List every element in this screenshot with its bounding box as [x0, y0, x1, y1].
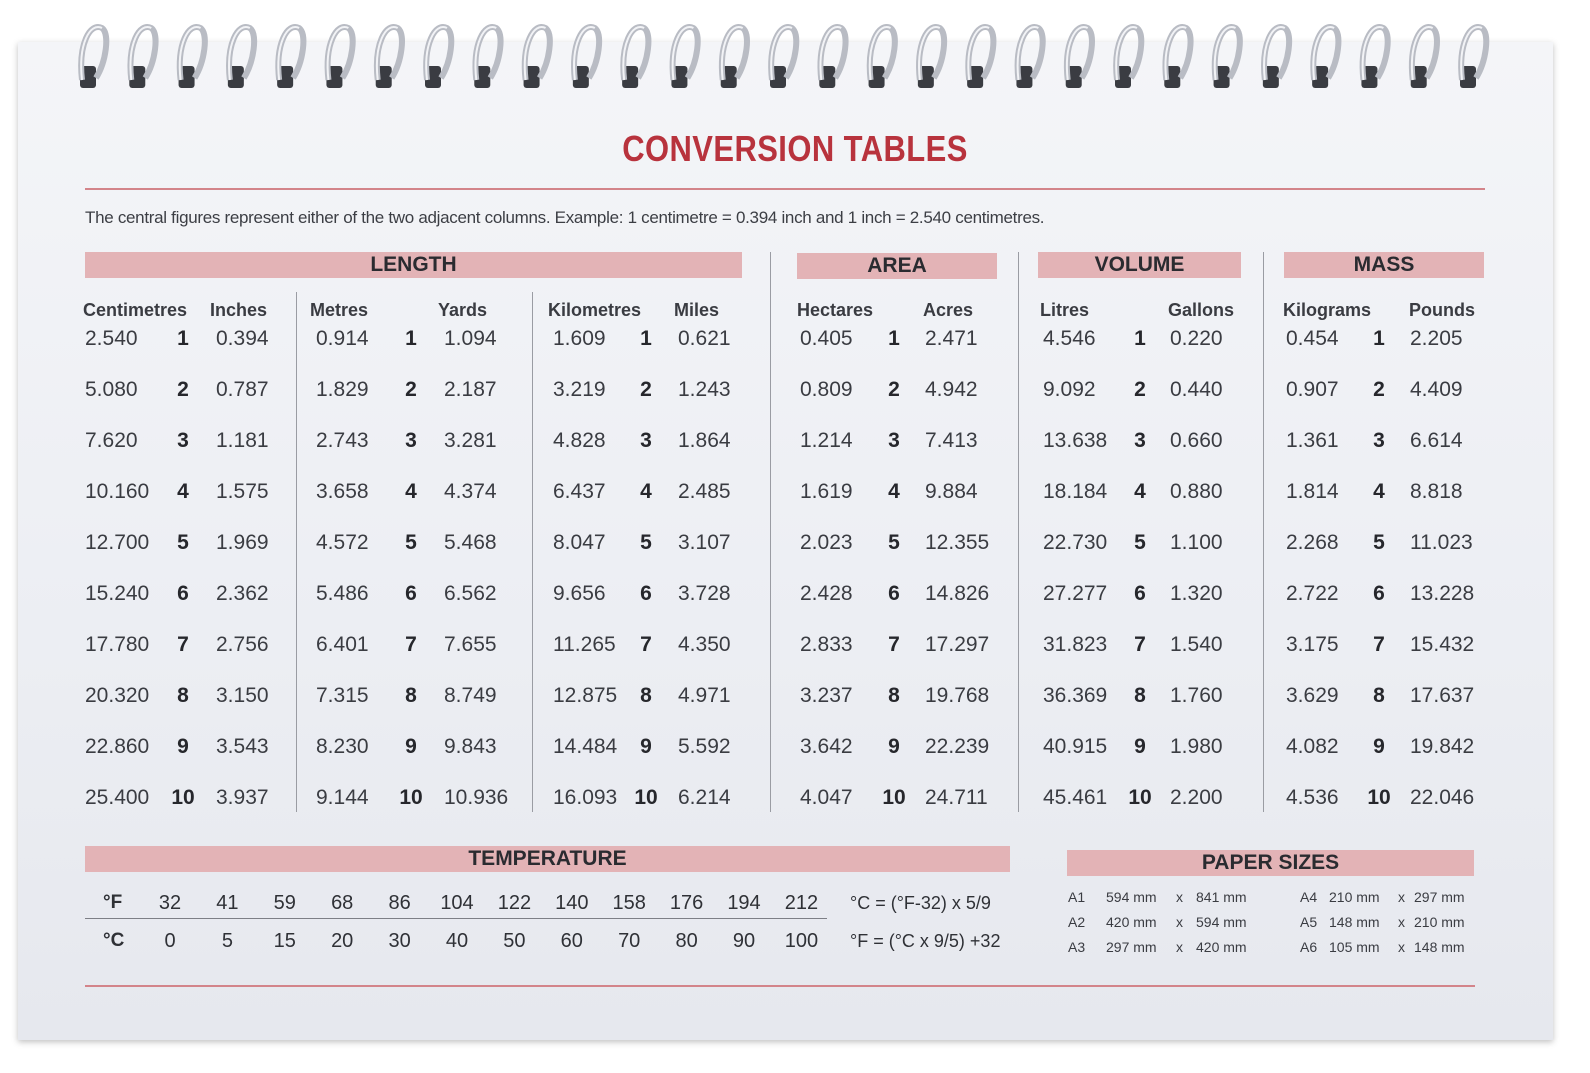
celsius-value: 5	[221, 930, 233, 952]
celsius-value: 40	[445, 930, 469, 952]
table-cell-middle: 6	[640, 582, 652, 605]
table-cell-middle: 8	[888, 684, 900, 707]
table-cell-middle: 4	[1134, 480, 1146, 503]
table-cell-middle: 4	[1373, 480, 1385, 503]
table-cell-left: 17.780	[85, 633, 150, 656]
table-cell-right: 19.768	[925, 684, 990, 707]
table-cell-right: 1.980	[1170, 735, 1223, 758]
fahrenheit-value: 140	[555, 892, 589, 914]
paper-size-separator: x	[1176, 914, 1183, 930]
table-cell-middle: 7	[405, 633, 417, 656]
table-cell-right: 4.409	[1410, 378, 1463, 401]
paper-size-width: 420 mm	[1106, 914, 1157, 930]
page-title: CONVERSION TABLES	[622, 128, 968, 169]
table-cell-right: 1.760	[1170, 684, 1223, 707]
fahrenheit-value: 104	[440, 892, 474, 914]
celsius-value: 100	[784, 930, 819, 952]
table-cell-right: 3.937	[216, 786, 269, 809]
table-cell-right: 2.362	[216, 582, 269, 605]
table-cell-left: 0.405	[800, 327, 853, 350]
table-cell-middle: 3	[640, 429, 652, 452]
table-cell-left: 2.268	[1286, 531, 1339, 554]
table-cell-left: 4.047	[800, 786, 853, 809]
section-divider	[1018, 252, 1019, 812]
fahrenheit-value: 68	[331, 892, 354, 914]
paper-size-separator: x	[1176, 889, 1183, 905]
table-cell-right: 17.297	[925, 633, 990, 656]
table-cell-right: 6.614	[1410, 429, 1463, 452]
table-cell-right: 3.728	[678, 582, 731, 605]
table-cell-right: 11.023	[1410, 531, 1473, 554]
table-cell-right: 22.046	[1410, 786, 1475, 809]
column-header-right: Acres	[923, 300, 974, 320]
table-cell-left: 16.093	[553, 786, 618, 809]
table-cell-right: 9.843	[444, 735, 497, 758]
table-cell-left: 0.809	[800, 378, 853, 401]
table-cell-left: 1.214	[800, 429, 853, 452]
celsius-row	[85, 926, 830, 956]
table-cell-right: 6.214	[678, 786, 731, 809]
table-cell-left: 2.743	[316, 429, 369, 452]
table-cell-left: 22.730	[1043, 531, 1108, 554]
fahrenheit-label: °F	[103, 892, 123, 913]
paper-size-width: 210 mm	[1329, 889, 1380, 905]
column-header-left: Centimetres	[83, 300, 188, 320]
table-cell-right: 0.440	[1170, 378, 1223, 401]
table-cell-middle: 1	[177, 327, 189, 350]
table-cell-middle: 7	[640, 633, 652, 656]
table-cell-left: 20.320	[85, 684, 150, 707]
paper-size-height: 297 mm	[1414, 889, 1465, 905]
paper-size-name: A1	[1068, 889, 1086, 905]
table-cell-right: 15.432	[1410, 633, 1475, 656]
table-cell-right: 0.880	[1170, 480, 1223, 503]
table-cell-left: 4.082	[1286, 735, 1339, 758]
table-cell-left: 6.437	[553, 480, 606, 503]
table-cell-middle: 7	[888, 633, 900, 656]
celsius-value: 20	[331, 930, 354, 952]
table-cell-right: 8.818	[1410, 480, 1463, 503]
table-cell-left: 7.620	[85, 429, 138, 452]
table-cell-left: 0.454	[1286, 327, 1339, 350]
table-cell-middle: 3	[888, 429, 900, 452]
table-cell-middle: 7	[1373, 633, 1385, 656]
table-cell-middle: 9	[888, 735, 900, 758]
celsius-value: 15	[273, 930, 296, 952]
table-cell-left: 4.546	[1043, 327, 1096, 350]
fahrenheit-row	[85, 888, 830, 918]
column-header-right: Gallons	[1168, 300, 1235, 320]
fahrenheit-value: 212	[784, 892, 819, 914]
paper-size-separator: x	[1398, 939, 1405, 955]
celsius-value: 60	[560, 930, 583, 952]
table-cell-right: 2.187	[444, 378, 497, 401]
paper-size-width: 594 mm	[1106, 889, 1157, 905]
table-cell-right: 1.100	[1170, 531, 1223, 554]
table-cell-left: 6.401	[316, 633, 369, 656]
celsius-label: °C	[103, 930, 125, 951]
formula-fahrenheit: °F = (°C x 9/5) +32	[850, 931, 1001, 951]
table-cell-middle: 8	[177, 684, 189, 707]
column-header-right: Miles	[674, 300, 720, 320]
paper-size-height: 148 mm	[1414, 939, 1465, 955]
paper-size-width: 297 mm	[1106, 939, 1157, 955]
table-cell-middle: 9	[640, 735, 652, 758]
table-cell-right: 0.621	[678, 327, 731, 350]
table-cell-left: 18.184	[1043, 480, 1108, 503]
table-cell-left: 13.638	[1043, 429, 1108, 452]
table-cell-middle: 3	[177, 429, 189, 452]
table-cell-middle: 5	[177, 531, 189, 554]
table-cell-left: 2.833	[800, 633, 853, 656]
table-cell-middle: 7	[1134, 633, 1146, 656]
table-cell-left: 22.860	[85, 735, 150, 758]
column-header-left: Litres	[1040, 300, 1090, 320]
table-cell-left: 9.144	[316, 786, 369, 809]
table-cell-right: 4.942	[925, 378, 978, 401]
table-cell-middle: 10	[1128, 786, 1152, 809]
table-cell-middle: 6	[888, 582, 900, 605]
table-cell-middle: 4	[888, 480, 900, 503]
table-cell-left: 10.160	[85, 480, 150, 503]
table-cell-left: 5.486	[316, 582, 369, 605]
table-cell-right: 10.936	[444, 786, 509, 809]
section-divider	[1263, 252, 1264, 812]
table-cell-right: 2.200	[1170, 786, 1223, 809]
table-cell-right: 7.655	[444, 633, 497, 656]
table-cell-middle: 5	[405, 531, 417, 554]
table-cell-left: 11.265	[553, 633, 616, 656]
column-header-left: Kilograms	[1283, 300, 1372, 320]
table-cell-left: 4.572	[316, 531, 369, 554]
table-cell-left: 2.540	[85, 327, 138, 350]
table-cell-left: 7.315	[316, 684, 369, 707]
paper-size-name: A4	[1300, 889, 1318, 905]
table-cell-left: 4.536	[1286, 786, 1339, 809]
paper-size-height: 594 mm	[1196, 914, 1247, 930]
table-cell-left: 2.722	[1286, 582, 1339, 605]
table-cell-left: 8.047	[553, 531, 606, 554]
table-cell-right: 3.543	[216, 735, 269, 758]
table-cell-right: 1.575	[216, 480, 269, 503]
fahrenheit-value: 176	[669, 892, 704, 914]
celsius-value: 70	[618, 930, 641, 952]
table-cell-middle: 2	[1373, 378, 1385, 401]
table-cell-middle: 2	[405, 378, 417, 401]
table-cell-middle: 10	[634, 786, 658, 809]
table-cell-middle: 1	[888, 327, 900, 350]
celsius-value: 30	[388, 930, 411, 952]
table-cell-middle: 9	[405, 735, 417, 758]
table-cell-right: 3.150	[216, 684, 269, 707]
table-cell-middle: 5	[1373, 531, 1385, 554]
intro-text: The central figures represent either of the two adjacent columns. Example: 1 centimetre = 0.394 inch and 1 inch = 2.540 centimetres.	[85, 208, 1045, 227]
table-cell-middle: 9	[1373, 735, 1385, 758]
table-cell-right: 4.374	[444, 480, 497, 503]
bottom-rule	[85, 985, 1475, 987]
table-cell-right: 1.864	[678, 429, 731, 452]
table-cell-right: 14.826	[925, 582, 990, 605]
table-cell-right: 5.468	[444, 531, 497, 554]
table-cell-left: 0.907	[1286, 378, 1339, 401]
table-cell-right: 0.660	[1170, 429, 1223, 452]
table-cell-right: 24.711	[925, 786, 988, 809]
table-cell-left: 4.828	[553, 429, 606, 452]
table-cell-middle: 8	[1373, 684, 1385, 707]
column-header-right: Inches	[210, 300, 268, 320]
table-cell-middle: 3	[1134, 429, 1146, 452]
fahrenheit-value: 86	[388, 892, 411, 914]
table-cell-middle: 7	[177, 633, 189, 656]
table-cell-middle: 5	[640, 531, 652, 554]
table-cell-left: 9.092	[1043, 378, 1096, 401]
table-cell-left: 1.814	[1286, 480, 1339, 503]
table-cell-right: 1.243	[678, 378, 731, 401]
column-header-right: Yards	[438, 300, 488, 320]
table-cell-left: 1.361	[1286, 429, 1339, 452]
table-cell-right: 9.884	[925, 480, 978, 503]
table-cell-right: 0.787	[216, 378, 269, 401]
paper-size-name: A5	[1300, 914, 1318, 930]
paper-size-width: 148 mm	[1329, 914, 1380, 930]
table-cell-left: 3.237	[800, 684, 853, 707]
table-cell-left: 1.609	[553, 327, 606, 350]
table-cell-left: 3.642	[800, 735, 853, 758]
table-cell-middle: 5	[1134, 531, 1146, 554]
table-cell-left: 25.400	[85, 786, 150, 809]
table-cell-right: 3.281	[444, 429, 497, 452]
spiral-binding	[78, 14, 1498, 94]
temperature-band: TEMPERATURE	[85, 846, 1010, 872]
table-cell-left: 1.619	[800, 480, 853, 503]
table-cell-right: 3.107	[678, 531, 731, 554]
table-cell-left: 36.369	[1043, 684, 1108, 707]
fahrenheit-value: 122	[497, 892, 532, 914]
volume-band: VOLUME	[1038, 252, 1241, 278]
table-cell-middle: 2	[640, 378, 652, 401]
table-cell-right: 2.471	[925, 327, 978, 350]
table-cell-middle: 3	[405, 429, 417, 452]
table-cell-middle: 8	[405, 684, 417, 707]
section-divider	[770, 252, 771, 812]
title-rule	[85, 188, 1485, 190]
table-cell-right: 1.181	[216, 429, 269, 452]
temperature-rule	[85, 918, 827, 919]
table-cell-middle: 6	[405, 582, 417, 605]
table-cell-left: 2.428	[800, 582, 853, 605]
table-cell-middle: 9	[177, 735, 189, 758]
table-cell-left: 3.629	[1286, 684, 1339, 707]
fahrenheit-value: 158	[612, 892, 646, 914]
table-cell-right: 19.842	[1410, 735, 1475, 758]
area-band: AREA	[797, 253, 997, 279]
table-cell-middle: 4	[177, 480, 189, 503]
table-cell-left: 14.484	[553, 735, 618, 758]
mass-band: MASS	[1284, 252, 1484, 278]
table-cell-right: 1.320	[1170, 582, 1223, 605]
table-cell-middle: 10	[882, 786, 906, 809]
table-cell-left: 15.240	[85, 582, 150, 605]
paper-size-separator: x	[1176, 939, 1183, 955]
paper-size-height: 841 mm	[1196, 889, 1247, 905]
paper-size-name: A2	[1068, 914, 1086, 930]
table-cell-middle: 10	[1367, 786, 1391, 809]
celsius-value: 0	[164, 930, 176, 952]
table-cell-right: 2.756	[216, 633, 269, 656]
table-cell-middle: 2	[177, 378, 189, 401]
table-cell-left: 9.656	[553, 582, 606, 605]
column-header-left: Kilometres	[548, 300, 642, 320]
table-cell-left: 1.829	[316, 378, 369, 401]
table-cell-right: 17.637	[1410, 684, 1475, 707]
table-cell-right: 13.228	[1410, 582, 1475, 605]
paper-size-separator: x	[1398, 914, 1405, 930]
paper-size-name: A3	[1068, 939, 1086, 955]
table-cell-right: 12.355	[925, 531, 990, 554]
table-cell-left: 40.915	[1043, 735, 1108, 758]
table-cell-middle: 10	[399, 786, 423, 809]
table-cell-left: 31.823	[1043, 633, 1108, 656]
table-cell-middle: 6	[1134, 582, 1146, 605]
table-cell-right: 2.205	[1410, 327, 1463, 350]
table-cell-middle: 2	[1134, 378, 1146, 401]
fahrenheit-value: 59	[273, 892, 296, 914]
fahrenheit-value: 41	[216, 892, 239, 914]
table-cell-right: 7.413	[925, 429, 978, 452]
table-cell-middle: 6	[177, 582, 189, 605]
table-cell-left: 12.700	[85, 531, 150, 554]
table-cell-middle: 9	[1134, 735, 1146, 758]
fahrenheit-value: 32	[158, 892, 182, 914]
celsius-value: 50	[503, 930, 526, 952]
column-header-left: Metres	[310, 300, 369, 320]
table-cell-middle: 10	[171, 786, 195, 809]
table-cell-middle: 6	[1373, 582, 1385, 605]
paper-size-height: 210 mm	[1414, 914, 1465, 930]
table-cell-middle: 1	[640, 327, 652, 350]
column-header-left: Hectares	[797, 300, 874, 320]
table-cell-right: 4.350	[678, 633, 731, 656]
celsius-value: 80	[675, 930, 698, 952]
table-cell-left: 3.175	[1286, 633, 1339, 656]
table-cell-left: 0.914	[316, 327, 369, 350]
table-cell-right: 4.971	[678, 684, 731, 707]
paper-size-height: 420 mm	[1196, 939, 1247, 955]
table-cell-right: 1.094	[444, 327, 497, 350]
table-cell-right: 8.749	[444, 684, 497, 707]
table-cell-middle: 8	[640, 684, 652, 707]
fahrenheit-value: 194	[727, 892, 761, 914]
table-cell-middle: 5	[888, 531, 900, 554]
formula-celsius: °C = (°F-32) x 5/9	[850, 893, 991, 913]
table-cell-left: 5.080	[85, 378, 138, 401]
table-cell-middle: 1	[405, 327, 417, 350]
paper-size-width: 105 mm	[1329, 939, 1380, 955]
table-cell-right: 6.562	[444, 582, 497, 605]
column-header-right: Pounds	[1409, 300, 1475, 320]
column-divider	[532, 292, 533, 812]
table-cell-middle: 2	[888, 378, 900, 401]
paper-size-name: A6	[1300, 939, 1318, 955]
table-cell-middle: 1	[1373, 327, 1385, 350]
table-cell-right: 0.394	[216, 327, 269, 350]
table-cell-right: 1.969	[216, 531, 269, 554]
table-cell-left: 45.461	[1043, 786, 1108, 809]
table-cell-left: 27.277	[1043, 582, 1108, 605]
table-cell-right: 2.485	[678, 480, 731, 503]
table-cell-left: 8.230	[316, 735, 369, 758]
column-divider	[296, 292, 297, 812]
table-cell-right: 1.540	[1170, 633, 1223, 656]
table-cell-middle: 4	[640, 480, 652, 503]
length-band: LENGTH	[85, 252, 742, 278]
table-cell-middle: 4	[405, 480, 417, 503]
table-cell-right: 22.239	[925, 735, 990, 758]
paper-size-separator: x	[1398, 889, 1405, 905]
table-cell-left: 2.023	[800, 531, 853, 554]
table-cell-right: 0.220	[1170, 327, 1223, 350]
table-cell-left: 3.658	[316, 480, 369, 503]
table-cell-left: 12.875	[553, 684, 618, 707]
table-cell-middle: 1	[1134, 327, 1146, 350]
table-cell-middle: 8	[1134, 684, 1146, 707]
celsius-value: 90	[732, 930, 756, 952]
table-cell-middle: 3	[1373, 429, 1385, 452]
table-cell-right: 5.592	[678, 735, 731, 758]
paper-sizes-band: PAPER SIZES	[1067, 850, 1474, 876]
table-cell-left: 3.219	[553, 378, 606, 401]
